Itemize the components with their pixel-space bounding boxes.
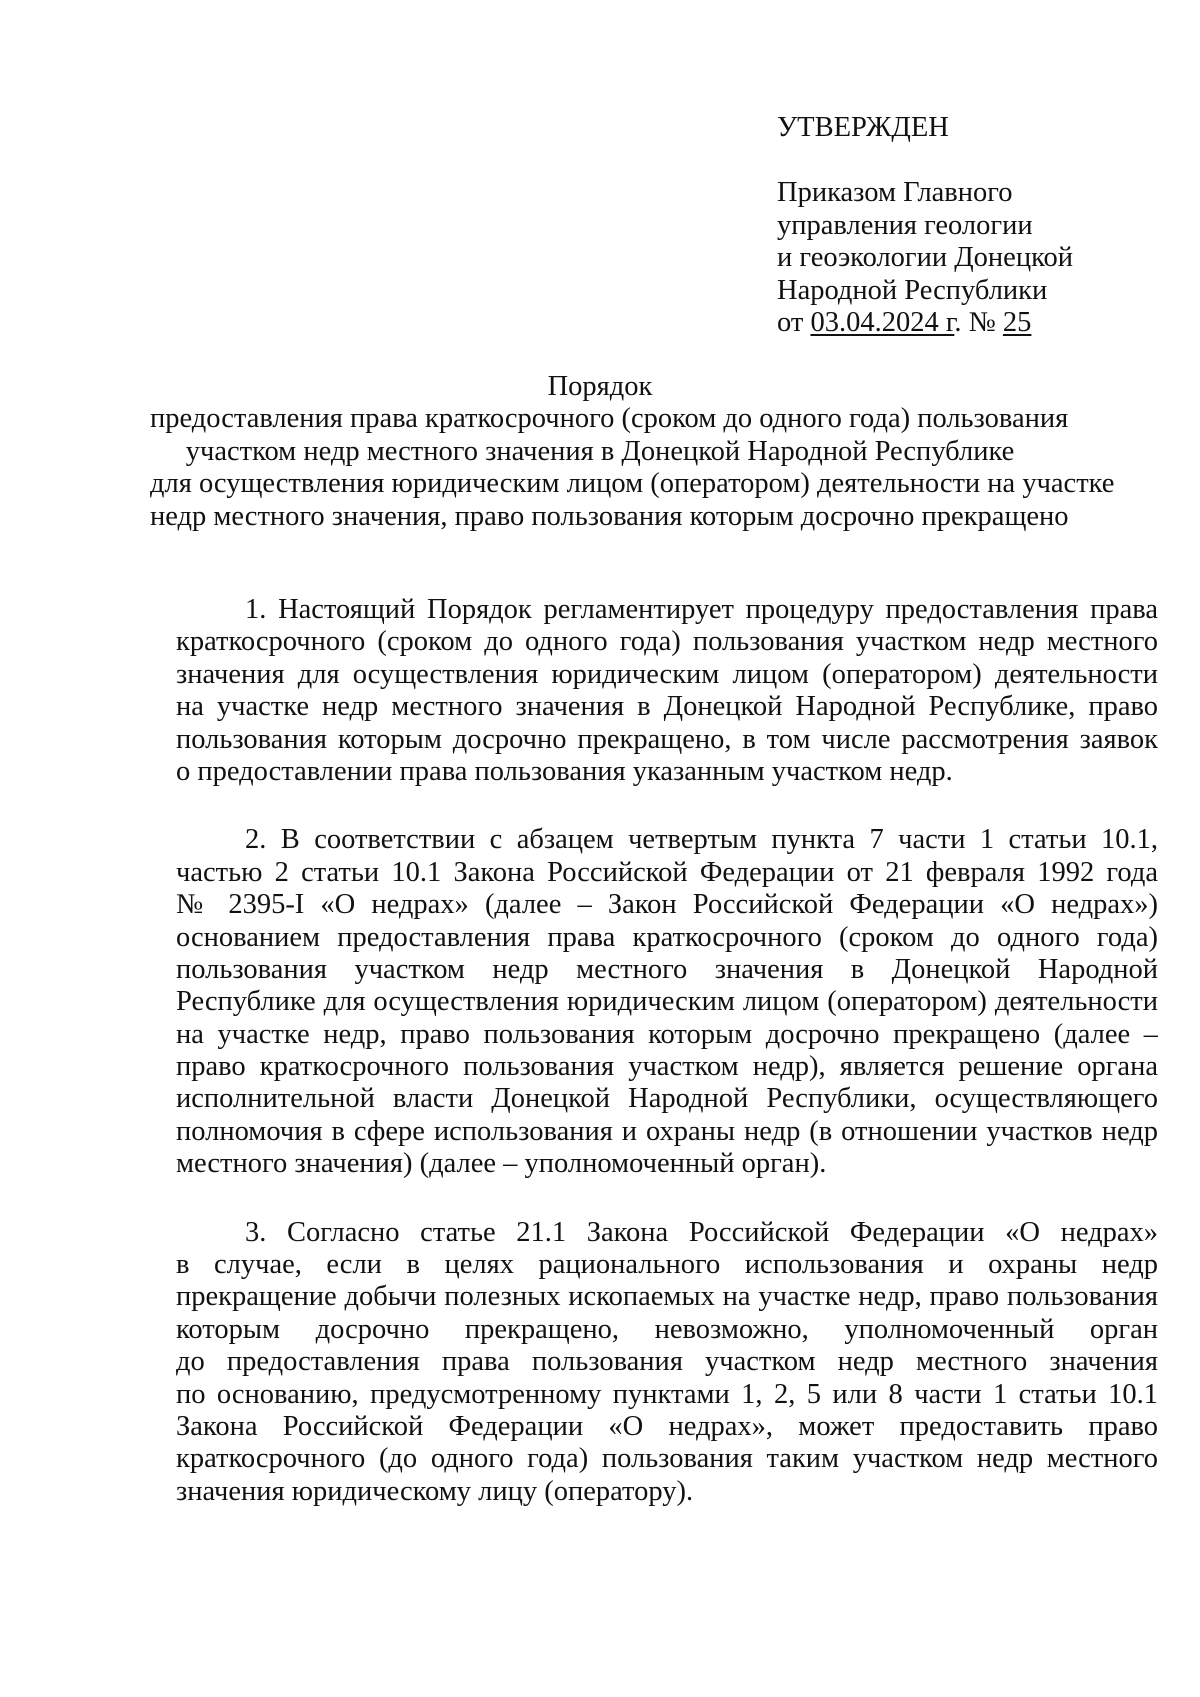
paragraph-line: до предоставления права пользования участком недр местного значения [176, 1346, 1158, 1378]
paragraph-line: пользования участком недр местного значения в Донецкой Народной [176, 953, 1158, 985]
paragraph-line: Закона Российской Федерации «О недрах», может предоставить право [176, 1410, 1158, 1442]
approval-line: и геоэкологии Донецкой [777, 242, 1073, 274]
paragraph-line: исполнительной власти Донецкой Народной Республики, осуществляющего [176, 1083, 1158, 1115]
paragraph-line: частью 2 статьи 10.1 Закона Российской Федерации от 21 февраля 1992 года [176, 856, 1158, 888]
paragraph-line: полномочия в сфере использования и охраны недр (в отношении участков недр [176, 1115, 1158, 1147]
title-line: для осуществления юридическим лицом (оператором) деятельности на участке [150, 468, 1115, 500]
approval-date-suffix: . № [954, 307, 1003, 339]
approval-line: Приказом Главного [777, 177, 1013, 209]
paragraph-gap [176, 1181, 1158, 1217]
paragraph-line: на участке недр местного значения в Донецкой Народной Республике, право [176, 691, 1158, 723]
approval-date-prefix: от [777, 307, 811, 339]
document-title [150, 371, 1115, 533]
paragraph-line: в случае, если в целях рационального использования и охраны недр [176, 1249, 1158, 1281]
title-line: предоставления права краткосрочного (сроком до одного года) пользования [150, 403, 1069, 435]
paragraph-line: основанием предоставления права краткосрочного (сроком до одного года) [176, 921, 1158, 953]
document-body [176, 594, 1158, 1508]
title-line: недр местного значения, право пользования которым досрочно прекращено [150, 500, 1069, 532]
paragraph-line: о предоставлении права пользования указанным участком недр. [176, 755, 953, 787]
paragraph-line: № 2395-I «О недрах» (далее – Закон Российской Федерации «О недрах») [176, 889, 1158, 921]
paragraph-line: значения для осуществления юридическим лицом (оператором) деятельности [176, 658, 1158, 690]
paragraph-line: на участке недр, право пользования которым досрочно прекращено (далее – [176, 1018, 1158, 1050]
paragraph-line: 3. Согласно статье 21.1 Закона Российской Федерации «О недрах» [245, 1216, 1158, 1248]
paragraph-line: пользования которым досрочно прекращено, в том числе рассмотрения заявок [176, 723, 1158, 755]
approval-number: 25 [1002, 307, 1032, 339]
paragraph-line: краткосрочного (сроком до одного года) пользования участком недр местного [176, 626, 1158, 658]
paragraph-gap [176, 788, 1158, 824]
approval-date-line [777, 307, 1137, 339]
approval-block [777, 112, 1137, 339]
paragraph-line: по основанию, предусмотренному пунктами 1, 2, 5 или 8 части 1 статьи 10.1 [176, 1378, 1158, 1410]
paragraph-line: 2. В соответствии с абзацем четвертым пункта 7 части 1 статьи 10.1, [245, 824, 1158, 856]
title-line: участком недр местного значения в Донецкой Народной Республике [185, 435, 1015, 467]
paragraph-line: прекращение добычи полезных ископаемых на участке недр, право пользования [176, 1281, 1158, 1313]
paragraph-3 [176, 1217, 1158, 1509]
approval-line: Народной Республики [777, 274, 1048, 306]
paragraph-line: Республике для осуществления юридическим лицом (оператором) деятельности [176, 986, 1158, 1018]
paragraph-line: которым досрочно прекращено, невозможно, уполномоченный орган [176, 1313, 1158, 1345]
paragraph-1 [176, 594, 1158, 788]
paragraph-line: местного значения) (далее – уполномоченный орган). [176, 1148, 827, 1180]
paragraph-2 [176, 824, 1158, 1180]
paragraph-line: 1. Настоящий Порядок регламентирует процедуру предоставления права [245, 594, 1158, 625]
approval-stamp: УТВЕРЖДЕН [777, 112, 949, 143]
paragraph-line: право краткосрочного пользования участком недр), является решение органа [176, 1051, 1158, 1083]
paragraph-line: значения юридическому лицу (оператору). [176, 1475, 694, 1507]
approval-line: управления геологии [777, 209, 1033, 241]
approval-date: 03.04.2024 г [810, 307, 955, 339]
title-heading: Порядок [547, 371, 653, 402]
paragraph-line: краткосрочного (до одного года) пользования таким участком недр местного [176, 1443, 1158, 1475]
